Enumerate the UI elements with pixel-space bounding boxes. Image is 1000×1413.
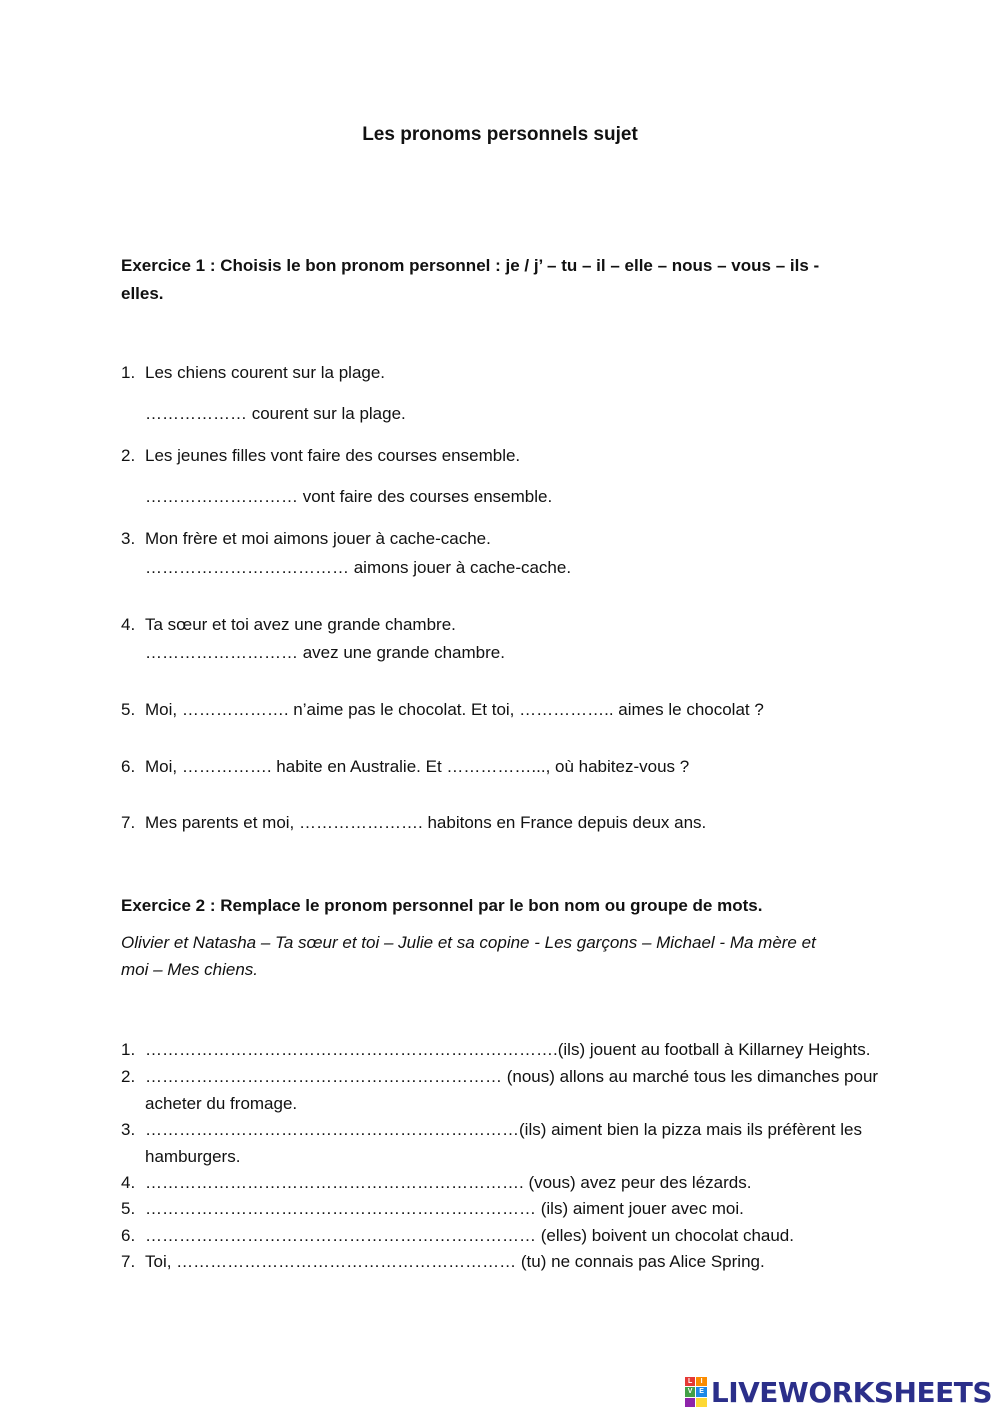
logo-tile	[685, 1398, 696, 1407]
list-item-number: 5.	[121, 700, 136, 719]
answer-blank-line[interactable]: ……………………………… aimons jouer à cache-cache.	[145, 558, 572, 577]
list-item-number: 7.	[121, 813, 136, 832]
question-with-blanks[interactable]: Toi, …………………………………………………… (tu) ne connais pas Alice Spring.	[145, 1252, 765, 1271]
list-item-number: 4.	[121, 1173, 136, 1192]
question-sentence: Ta sœur et toi avez une grande chambre.	[145, 615, 456, 634]
question-continuation: hamburgers.	[145, 1147, 241, 1166]
logo-tile: L	[685, 1377, 696, 1386]
logo-tile	[696, 1398, 707, 1407]
question-with-blanks[interactable]: …………………………………………………………… (ils) aiment jouer avec moi.	[145, 1199, 744, 1218]
logo-tile: I	[696, 1377, 707, 1386]
answer-blank-line[interactable]: ……………………… vont faire des courses ensemble.	[145, 487, 553, 506]
question-with-blanks[interactable]: Moi, ……………. habite en Australie. Et ……………..., où habitez-vous ?	[145, 757, 690, 776]
liveworksheets-logo	[685, 1374, 992, 1410]
list-item-number: 6.	[121, 757, 136, 776]
list-item-number: 6.	[121, 1226, 136, 1245]
question-with-blanks[interactable]: ……………………………………………………… (nous) allons au marché tous les dimanches pour	[145, 1067, 879, 1086]
answer-blank-line[interactable]: ……………………… avez une grande chambre.	[145, 643, 505, 662]
list-item-number: 3.	[121, 529, 136, 548]
list-item-number: 2.	[121, 446, 136, 465]
word-bank-line: moi – Mes chiens.	[121, 960, 258, 979]
question-with-blanks[interactable]: Moi, ………………. n’aime pas le chocolat. Et toi, …………….. aimes le chocolat ?	[145, 700, 764, 719]
question-continuation: acheter du fromage.	[145, 1094, 298, 1113]
list-item-number: 7.	[121, 1252, 136, 1271]
list-item-number: 4.	[121, 615, 136, 634]
list-item-number: 3.	[121, 1120, 136, 1139]
question-with-blanks[interactable]: ……………………………………………………………….(ils) jouent au football à Killarney Heights.	[145, 1040, 871, 1059]
logo-text: LIVEWORKSHEETS	[710, 1375, 992, 1409]
list-item-number: 1.	[121, 363, 136, 382]
exercise-2-heading: Exercice 2 : Remplace le pronom personnel par le bon nom ou groupe de mots.	[121, 896, 763, 915]
answer-blank-line[interactable]: ……………… courent sur la plage.	[145, 404, 406, 423]
logo-tile: E	[696, 1387, 707, 1396]
list-item-number: 5.	[121, 1199, 136, 1218]
page-title: Les pronoms personnels sujet	[362, 124, 638, 145]
question-sentence: Mon frère et moi aimons jouer à cache-cache.	[145, 529, 491, 548]
question-with-blanks[interactable]: …………………………………………………………(ils) aiment bien la pizza mais ils préfèrent les	[145, 1120, 862, 1139]
list-item-number: 1.	[121, 1040, 136, 1059]
question-sentence: Les chiens courent sur la plage.	[145, 363, 386, 382]
exercise-1-heading-cont: elles.	[121, 284, 164, 303]
list-item-number: 2.	[121, 1067, 136, 1086]
question-with-blanks[interactable]: …………………………………………………………. (vous) avez peur des lézards.	[145, 1173, 752, 1192]
question-with-blanks[interactable]: …………………………………………………………… (elles) boivent un chocolat chaud.	[145, 1226, 794, 1245]
logo-mark-icon	[685, 1377, 707, 1407]
question-sentence: Les jeunes filles vont faire des courses ensemble.	[145, 446, 521, 465]
question-with-blanks[interactable]: Mes parents et moi, …………………. habitons en France depuis deux ans.	[145, 813, 707, 832]
exercise-1-heading: Exercice 1 : Choisis le bon pronom personnel : je / j’ – tu – il – elle – nous – vous – ils -	[121, 256, 820, 275]
logo-tile: V	[685, 1387, 696, 1396]
word-bank-line: Olivier et Natasha – Ta sœur et toi – Julie et sa copine - Les garçons – Michael - Ma mère et	[121, 933, 816, 952]
